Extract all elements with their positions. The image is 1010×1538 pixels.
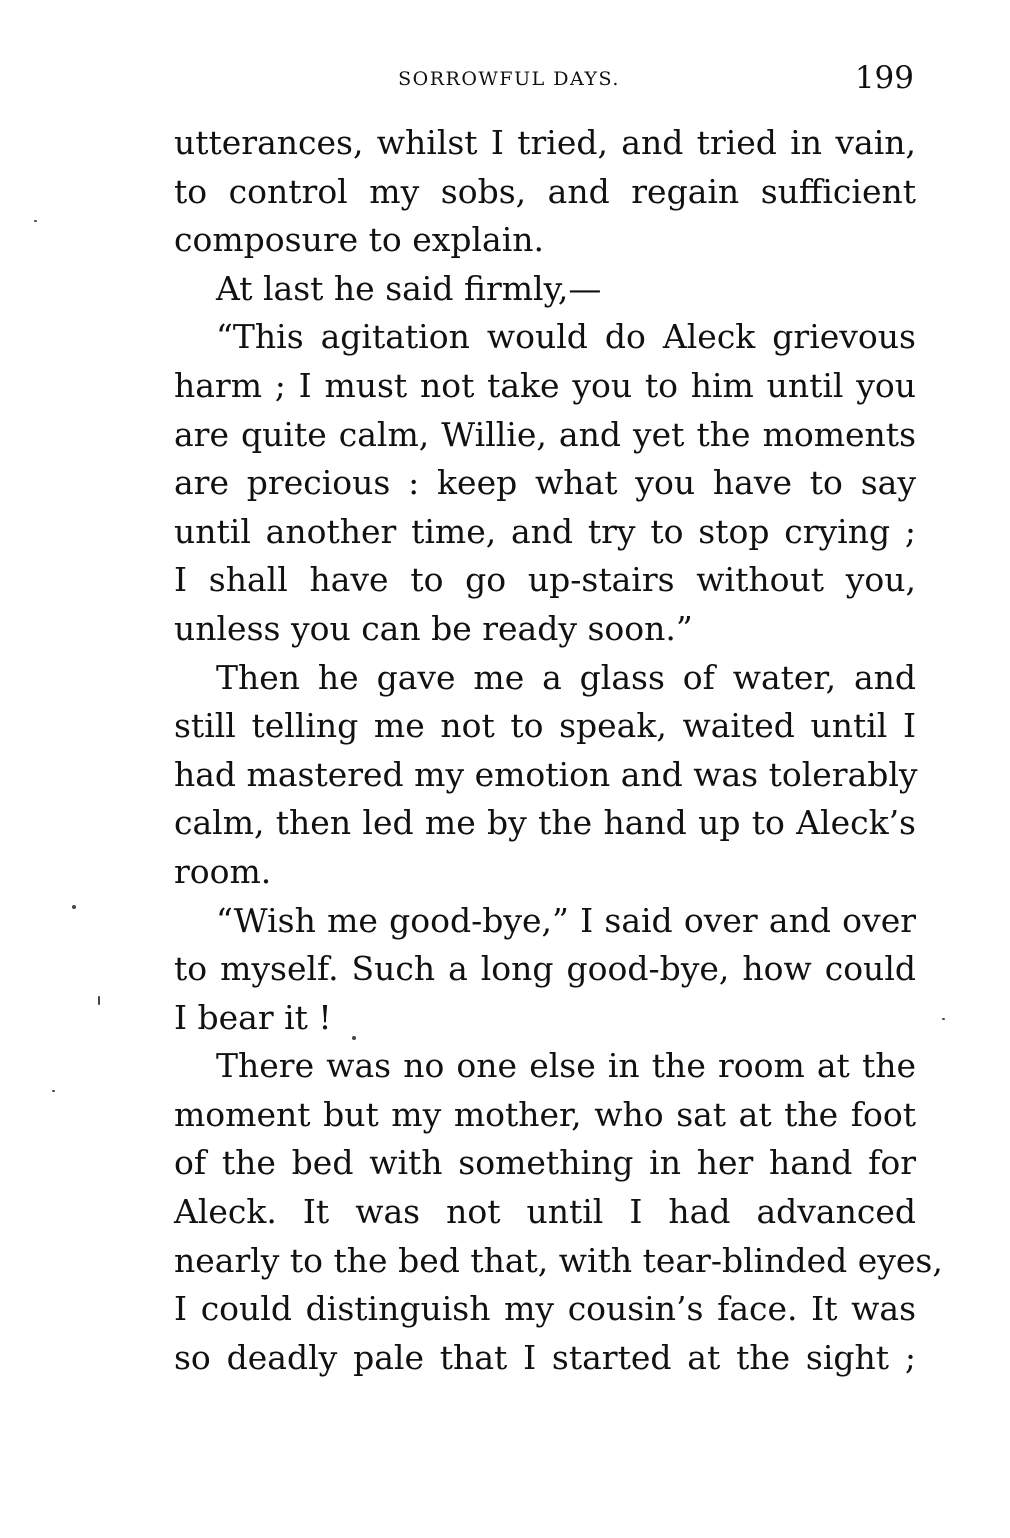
text-line: nearly to the bed that, with tear-blinded eyes, (174, 1240, 943, 1280)
scan-speck (72, 905, 76, 909)
text-line: “Wish me good-bye,” I said over and over (216, 900, 916, 940)
text-line: I bear it ! (174, 997, 332, 1037)
text-line: room. (174, 851, 272, 891)
text-line: harm ; I must not take you to him until you (174, 365, 916, 405)
text-line: utterances, whilst I tried, and tried in vain, (174, 123, 916, 162)
text-line: composure to explain. (174, 220, 545, 260)
text-line: Then he gave me a glass of water, and (216, 657, 916, 697)
text-line: I could distinguish my cousin’s face. It was (174, 1289, 916, 1329)
scan-speck (52, 1090, 55, 1092)
text-line: unless you can be ready soon.” (174, 608, 693, 648)
page-number: 199 (854, 60, 914, 96)
running-head (174, 60, 916, 100)
text-line: I shall have to go up-stairs without you, (174, 560, 916, 600)
text-line: so deadly pale that I started at the sight ; (174, 1337, 916, 1377)
text-line: At last he said firmly,— (216, 268, 602, 308)
text-line: calm, then led me by the hand up to Aleck’s (174, 803, 916, 843)
scan-speck (98, 996, 100, 1005)
scan-speck (352, 1036, 356, 1040)
running-title: SORROWFUL DAYS. (398, 68, 620, 90)
text-line: still telling me not to speak, waited until I (174, 706, 916, 746)
text-line: until another time, and try to stop crying ; (174, 511, 916, 551)
text-line: to control my sobs, and regain sufficient (174, 171, 916, 211)
text-line: There was no one else in the room at the (216, 1046, 916, 1086)
scan-speck (942, 1018, 945, 1020)
text-line: Aleck. It was not until I had advanced (174, 1192, 916, 1232)
text-line: moment but my mother, who sat at the foot (174, 1094, 916, 1134)
scan-speck (34, 220, 37, 222)
text-line: to myself. Such a long good-bye, how could (174, 949, 916, 989)
text-line: are quite calm, Willie, and yet the moments (174, 414, 916, 454)
text-line: are precious : keep what you have to say (174, 463, 916, 503)
text-line: “This agitation would do Aleck grievous (216, 317, 916, 357)
text-line: had mastered my emotion and was tolerably (174, 754, 918, 794)
body-text (174, 119, 943, 1382)
text-line: of the bed with something in her hand for (174, 1143, 916, 1183)
